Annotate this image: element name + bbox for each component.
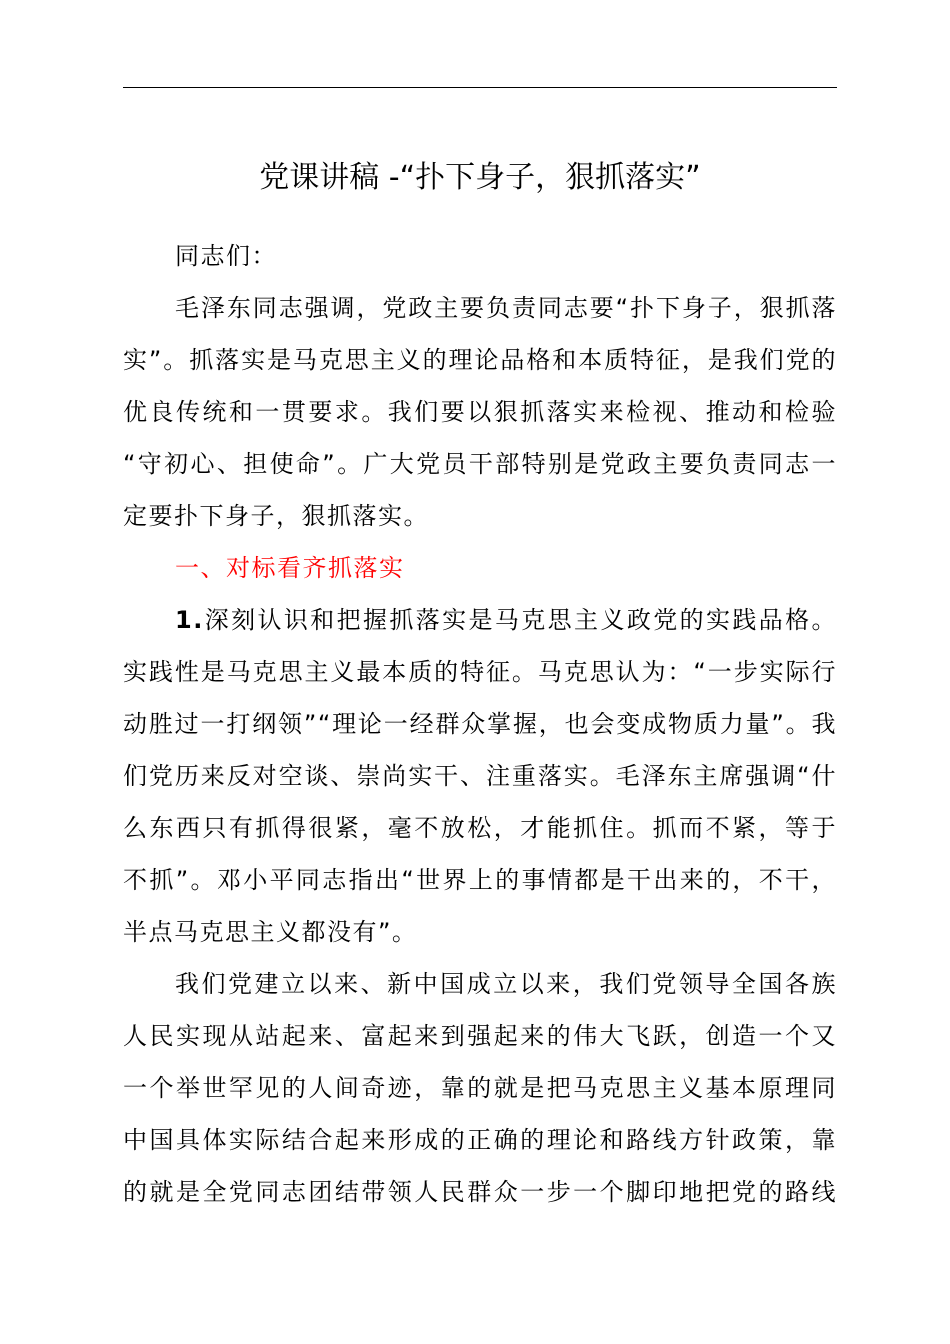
- paragraph-line: 一个举世罕见的人间奇迹，靠的就是把马克思主义基本原理同: [123, 1074, 837, 1102]
- paragraph-line: 我们党建立以来、新中国成立以来，我们党领导全国各族: [175, 970, 837, 998]
- intro-line: 定要扑下身子，狠抓落实。: [123, 502, 429, 530]
- point-first-line: [123, 594, 837, 646]
- point-line: 们党历来反对空谈、崇尚实干、注重落实。毛泽东主席强调“什: [123, 762, 837, 790]
- intro-paragraph: [123, 282, 837, 542]
- point-line: 动胜过一打纲领”“理论一经群众掌握，也会变成物质力量”。我: [123, 710, 837, 738]
- point-paragraph: [123, 594, 837, 958]
- point-number: 1.: [175, 606, 204, 634]
- salutation: [123, 230, 837, 282]
- intro-line: 实”。抓落实是马克思主义的理论品格和本质特征，是我们党的: [123, 346, 837, 374]
- salutation-text: 同志们：: [175, 242, 277, 270]
- point-title: 深刻认识和把握抓落实是马克思主义政党的实践品格。: [203, 606, 837, 634]
- point-line: 实践性是马克思主义最本质的特征。马克思认为：“一步实际行: [123, 658, 837, 686]
- intro-line: 优良传统和一贯要求。我们要以狠抓落实来检视、推动和检验: [123, 398, 837, 426]
- document-body: [123, 230, 837, 1218]
- document-title: 党课讲稿 -“扑下身子，狠抓落实”: [259, 160, 701, 195]
- section-heading: [123, 542, 837, 594]
- body-paragraph: [123, 958, 837, 1218]
- point-line: 半点马克思主义都没有”。: [123, 918, 418, 946]
- point-line: 么东西只有抓得很紧，毫不放松，才能抓住。抓而不紧，等于: [123, 814, 837, 842]
- point-line: 不抓”。邓小平同志指出“世界上的事情都是干出来的，不干，: [123, 866, 837, 894]
- section-heading-text: 一、对标看齐抓落实: [175, 554, 405, 582]
- intro-line: “守初心、担使命”。广大党员干部特别是党政主要负责同志一: [123, 450, 837, 478]
- header-rule: [123, 87, 837, 88]
- paragraph-line: 的就是全党同志团结带领人民群众一步一个脚印地把党的路线: [123, 1178, 837, 1206]
- paragraph-line: 中国具体实际结合起来形成的正确的理论和路线方针政策，靠: [123, 1126, 837, 1154]
- intro-line: 毛泽东同志强调，党政主要负责同志要“扑下身子，狠抓落: [175, 294, 837, 322]
- paragraph-line: 人民实现从站起来、富起来到强起来的伟大飞跃，创造一个又: [123, 1022, 837, 1050]
